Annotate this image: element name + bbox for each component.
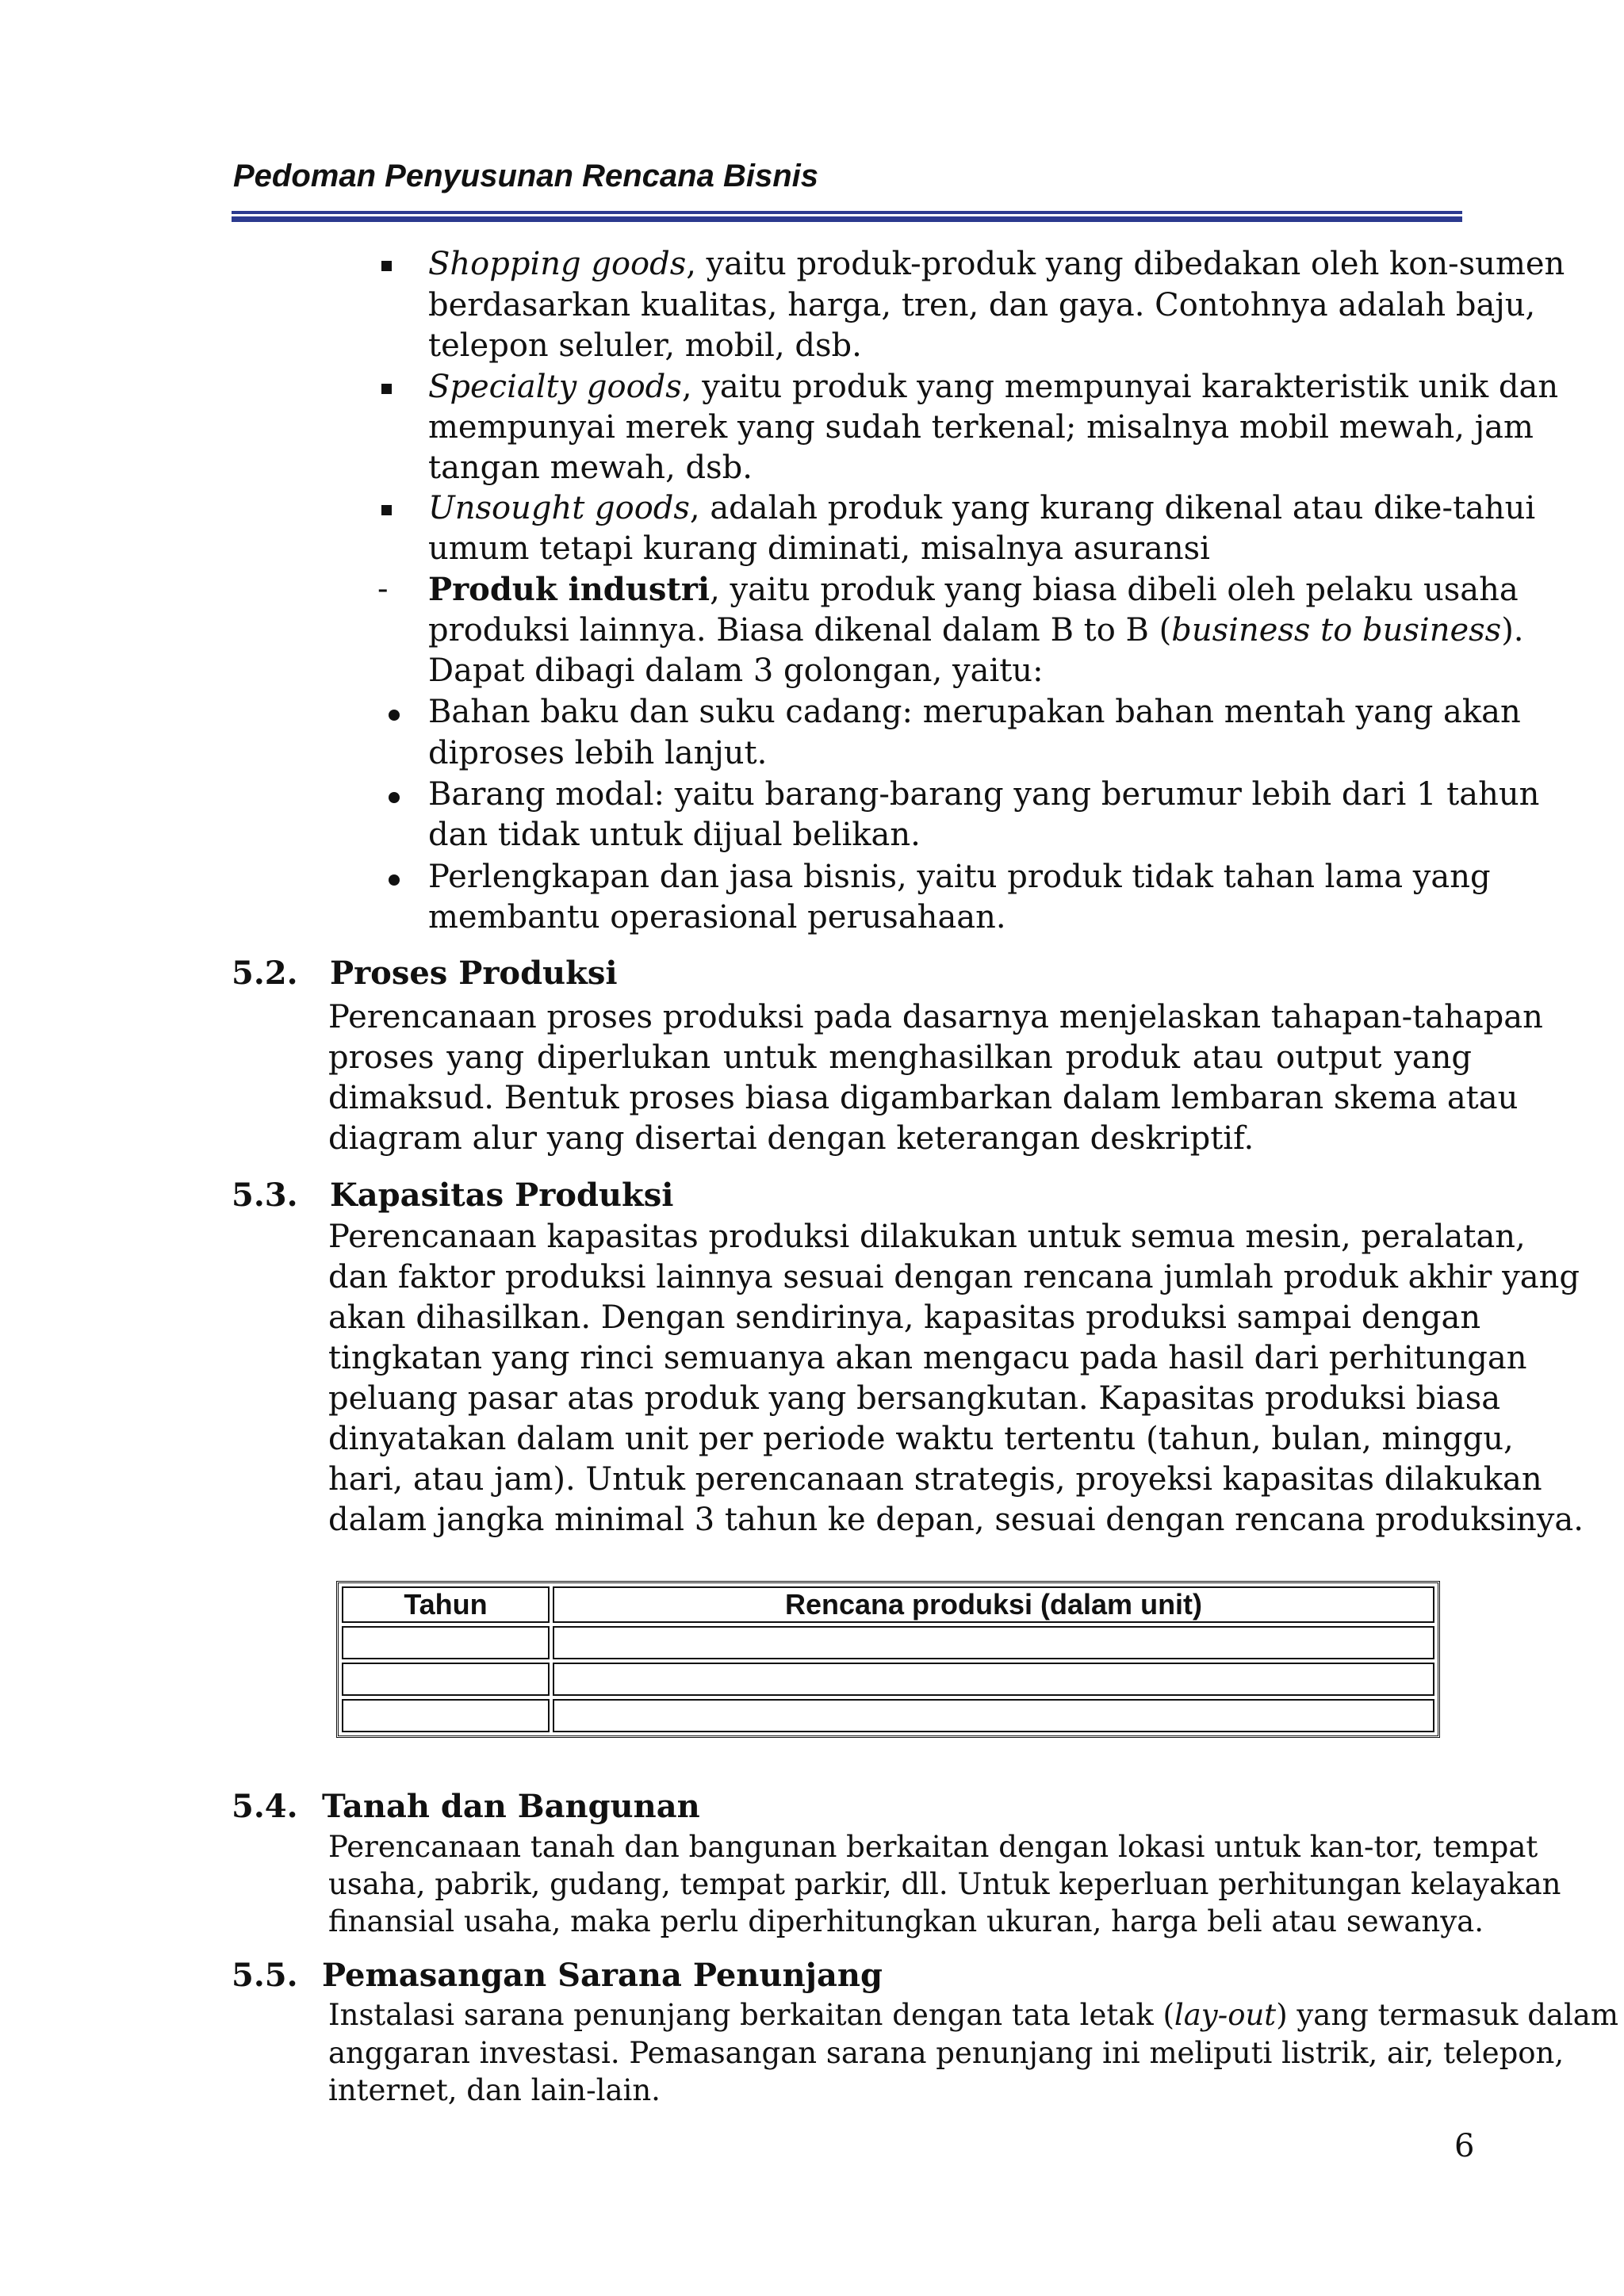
s53-line2: dan faktor produksi lainnya sesuai dengan rencana jumlah produk akhir yang: [328, 1259, 1580, 1295]
bullet-shopping-line2: berdasarkan kualitas, harga, tren, dan gaya. Contohnya adalah baju,: [428, 287, 1536, 323]
industrial-line3: Dapat dibagi dalam 3 golongan, yaitu:: [428, 652, 1044, 689]
table-cell: [342, 1663, 550, 1696]
bullet-specialty-line2: mempunyai merek yang sudah terkenal; misalnya mobil mewah, jam: [428, 409, 1534, 446]
bullet-unsought-line2: umum tetapi kurang diminati, misalnya asuransi: [428, 530, 1210, 567]
square-bullet-icon: [381, 384, 392, 394]
s55-line2: anggaran investasi. Pemasangan sarana penunjang ini meliputi listrik, air, telepon,: [328, 2036, 1565, 2070]
industrial-bullet3-line1: Perlengkapan dan jasa bisnis, yaitu produk tidak tahan lama yang: [428, 859, 1491, 895]
industrial-bullet2-line1: Barang modal: yaitu barang-barang yang berumur lebih dari 1 tahun: [428, 776, 1540, 813]
section-title: Proses Produksi: [330, 955, 618, 992]
industrial-bullet1-line1: Bahan baku dan suku cadang: merupakan bahan mentah yang akan: [428, 694, 1521, 730]
industrial-bullet2-line2: dan tidak untuk dijual belikan.: [428, 817, 921, 853]
s53-line4: tingkatan yang rinci semuanya akan mengacu pada hasil dari perhitungan: [328, 1340, 1527, 1376]
table-header-production-plan: Rencana produksi (dalam unit): [553, 1586, 1434, 1623]
bullet-specialty-line1: Specialty goods, yaitu produk yang mempunyai karakteristik unik dan: [428, 369, 1559, 405]
s53-line1: Perencanaan kapasitas produksi dilakukan untuk semua mesin, peralatan,: [328, 1219, 1526, 1255]
bullet-specialty-line3: tangan mewah, dsb.: [428, 450, 753, 486]
table-cell: [553, 1699, 1434, 1732]
section-number: 5.2.: [232, 955, 298, 992]
running-header: Pedoman Penyusunan Rencana Bisnis: [233, 159, 818, 193]
s55-line1: Instalasi sarana penunjang berkaitan dengan tata letak (lay-out) yang termasuk dalam: [328, 1998, 1618, 2032]
table-cell: [553, 1626, 1434, 1659]
table-cell: [342, 1699, 550, 1732]
dash-marker: -: [377, 571, 389, 607]
s53-line6: dinyatakan dalam unit per periode waktu tertentu (tahun, bulan, minggu,: [328, 1421, 1514, 1457]
square-bullet-icon: [381, 261, 392, 271]
s54-line1: Perencanaan tanah dan bangunan berkaitan dengan lokasi untuk kan-tor, tempat: [328, 1830, 1538, 1864]
table-cell: [553, 1663, 1434, 1696]
round-bullet-icon: [389, 874, 400, 886]
bullet-shopping-line1: Shopping goods, yaitu produk-produk yang dibedakan oleh kon-sumen: [428, 246, 1565, 282]
table-row: [342, 1699, 1434, 1732]
table-header-row: [342, 1586, 1434, 1623]
round-bullet-icon: [389, 792, 400, 803]
industrial-line2: produksi lainnya. Biasa dikenal dalam B to B (business to business).: [428, 612, 1524, 649]
industrial-bullet3-line2: membantu operasional perusahaan.: [428, 899, 1006, 936]
table-cell: [342, 1626, 550, 1659]
s53-line5: peluang pasar atas produk yang bersangkutan. Kapasitas produksi biasa: [328, 1380, 1501, 1417]
table-row: [342, 1626, 1434, 1659]
s53-line3: akan dihasilkan. Dengan sendirinya, kapasitas produksi sampai dengan: [328, 1299, 1481, 1336]
table-header-year: Tahun: [342, 1586, 550, 1623]
header-rule-top: [232, 211, 1462, 214]
s52-line2: proses yang diperlukan untuk menghasilkan produk atau output yang: [328, 1039, 1472, 1076]
section-number: 5.3.: [232, 1177, 298, 1214]
s52-line4: diagram alur yang disertai dengan keterangan deskriptif.: [328, 1120, 1254, 1157]
s55-line3: internet, dan lain-lain.: [328, 2073, 661, 2107]
s52-line1: Perencanaan proses produksi pada dasarnya menjelaskan tahapan-tahapan: [328, 999, 1543, 1035]
section-title: Pemasangan Sarana Penunjang: [322, 1957, 883, 1994]
industrial-line1: Produk industri, yaitu produk yang biasa dibeli oleh pelaku usaha: [428, 571, 1519, 608]
section-number: 5.5.: [232, 1957, 298, 1994]
square-bullet-icon: [381, 505, 392, 515]
industrial-bullet1-line2: diproses lebih lanjut.: [428, 735, 768, 771]
s54-line2: usaha, pabrik, gudang, tempat parkir, dll. Untuk keperluan perhitungan kelayakan: [328, 1867, 1561, 1901]
page-number: 6: [1454, 2128, 1475, 2164]
production-capacity-table: [336, 1581, 1440, 1738]
bullet-shopping-line3: telepon seluler, mobil, dsb.: [428, 327, 862, 364]
s53-line8: dalam jangka minimal 3 tahun ke depan, sesuai dengan rencana produksinya.: [328, 1502, 1584, 1538]
s54-line3: finansial usaha, maka perlu diperhitungkan ukuran, harga beli atau sewanya.: [328, 1904, 1484, 1938]
section-title: Tanah dan Bangunan: [322, 1788, 700, 1825]
bullet-unsought-line1: Unsought goods, adalah produk yang kurang dikenal atau dike-tahui: [428, 490, 1536, 526]
header-rule-bottom: [232, 216, 1462, 222]
s52-line3: dimaksud. Bentuk proses biasa digambarkan dalam lembaran skema atau: [328, 1080, 1519, 1116]
table-row: [342, 1663, 1434, 1696]
section-number: 5.4.: [232, 1788, 298, 1825]
section-title: Kapasitas Produksi: [330, 1177, 674, 1214]
s53-line7: hari, atau jam). Untuk perencanaan strategis, proyeksi kapasitas dilakukan: [328, 1461, 1542, 1498]
round-bullet-icon: [389, 710, 400, 721]
